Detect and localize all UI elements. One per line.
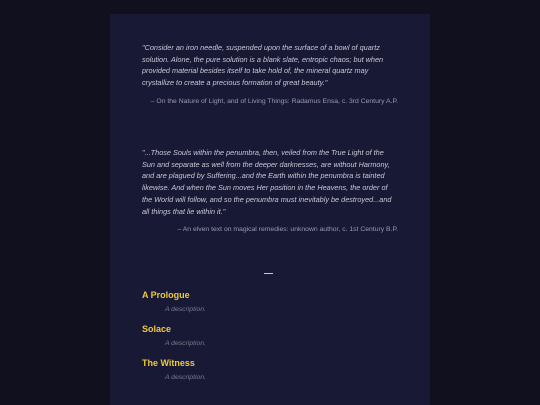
entry-title-link[interactable]: A Prologue [142, 290, 190, 300]
epigraph-quote: "...Those Souls within the penumbra, then, veiled from the True Light of the Sun and separate as well from the deeper darknesses, are without Harmony, and are plagued by Suffering...and the Earth within the penumbra is tainted likewise. And when the Sun moves Her position in the Heavens, the order of the World will follow, and so the penumbra must inevitably be destroyed...and all things that lie within it." [142, 148, 392, 216]
entry-title-link[interactable]: Solace [142, 324, 172, 334]
epigraph-quote: "Consider an iron needle, suspended upon the surface of a bowl of quartz solution. Alone, the pure solution is a blank slate, entropic chaos; but when provided material besides itself to take hold of, the mineral quartz may crystallize to create a precious formation of great beauty." [142, 43, 384, 88]
epigraph-attribution: – On the Nature of Light, and of Living Things: Radamus Ensa, c. 3rd Century A.P. [150, 98, 398, 105]
entry-description: A description. [165, 306, 206, 313]
entry-description: A description. [165, 340, 206, 347]
section-divider [264, 273, 273, 274]
entry-title-link[interactable]: The Witness [142, 358, 195, 368]
epigraph-attribution: – An elven text on magical remedies: unknown author, c. 1st Century B.P. [177, 226, 398, 233]
content-page [110, 14, 430, 405]
entry-description: A description. [165, 374, 206, 381]
